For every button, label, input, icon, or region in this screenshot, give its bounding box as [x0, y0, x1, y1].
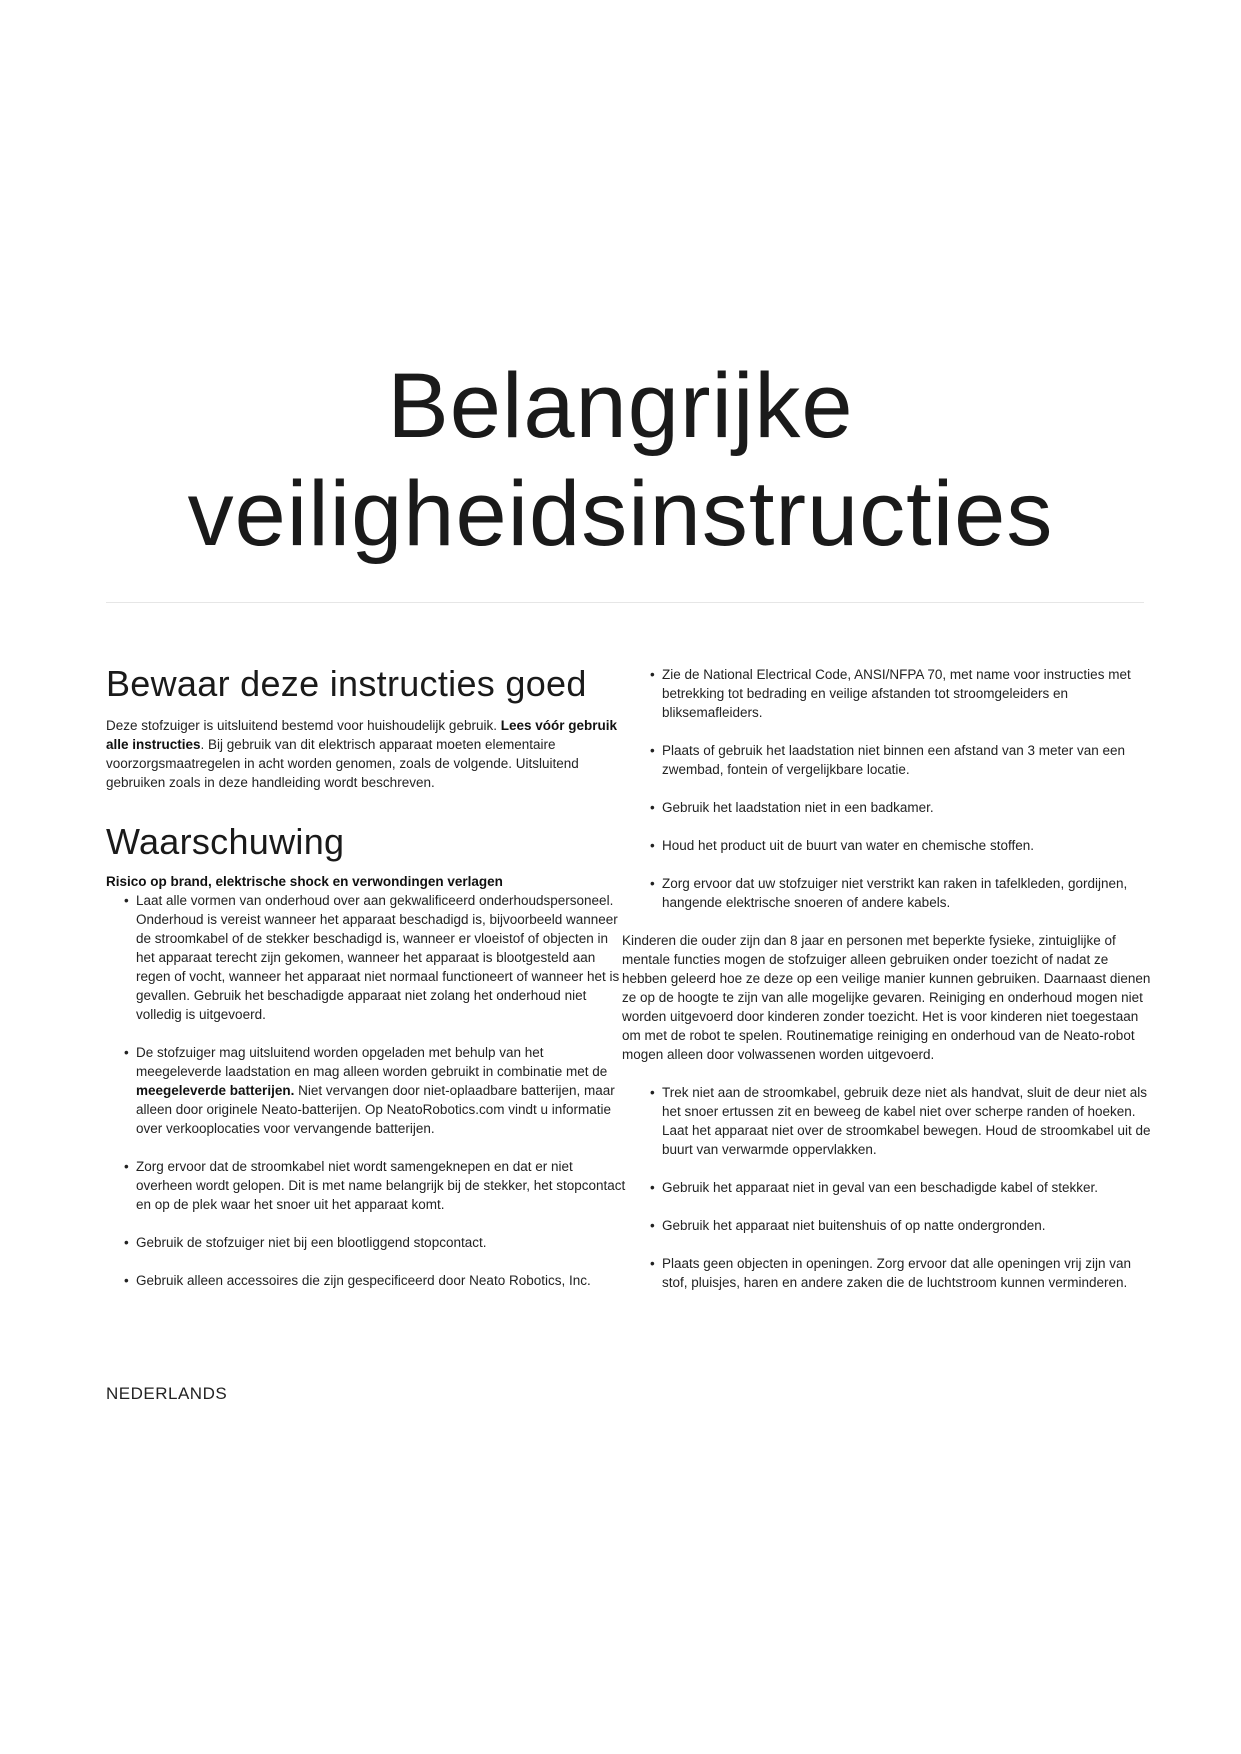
- list-item: • Trek niet aan de stroomkabel, gebruik deze niet als handvat, sluit de deur niet als het snoer ertussen zit en beweeg de kabel niet over scherpe randen of hoeken. Laat het apparaat niet over de stroomkabel bewegen. Houd de stroomkabel uit de buurt van verwarmde oppervlakken.: [650, 1083, 1156, 1159]
- safety-list-bottom: [636, 1083, 1156, 1292]
- section-heading-bewaar: Bewaar deze instructies goed: [106, 663, 587, 704]
- page-title-line-2: veiligheidsinstructies: [187, 463, 1054, 565]
- intro-text-2: . Bij gebruik van dit elektrisch apparaat moeten elementaire voorzorgsmaatregelen in acht worden genomen, zoals de volgende. Uitsluitend gebruiken zoals in deze handleiding wordt beschreven.: [106, 737, 579, 790]
- children-paragraph: Kinderen die ouder zijn dan 8 jaar en personen met beperkte fysieke, zintuiglijke of mentale functies mogen de stofzuiger alleen gebruiken onder toezicht of nadat ze hebben geleerd hoe ze deze op een veilige manier kunnen gebruiken. Daarnaast dienen ze op de hoogte te zijn van alle mogelijke gevaren. Reiniging en onderhoud mogen niet worden uitgevoerd door kinderen zonder toezicht. Het is voor kinderen niet toegestaan om met de robot te spelen. Routinematige reiniging en onderhoud van de Neato-robot mogen alleen door volwassenen worden uitgevoerd.: [622, 933, 1151, 1062]
- list-item: • Gebruik het apparaat niet in geval van een beschadigde kabel of stekker.: [650, 1178, 1156, 1197]
- language-label: NEDERLANDS: [106, 1384, 228, 1403]
- intro-text-1: Deze stofzuiger is uitsluitend bestemd voor huishoudelijk gebruik.: [106, 718, 501, 733]
- list-item: • Gebruik de stofzuiger niet bij een blootliggend stopcontact.: [124, 1233, 626, 1252]
- title-divider: [106, 602, 1144, 603]
- list-item-text: Niet vervangen door niet-oplaadbare batterijen, maar alleen door originele Neato-batterijen. Op NeatoRobotics.com vindt u informatie over verkooplocaties voor vervangende batterijen.: [136, 1083, 615, 1136]
- section-heading-waarschuwing: Waarschuwing: [106, 821, 345, 862]
- list-item: • Gebruik het apparaat niet buitenshuis of op natte ondergronden.: [650, 1216, 1156, 1235]
- page-title: [0, 352, 1241, 568]
- intro-paragraph: [106, 716, 626, 792]
- right-column: [622, 665, 1156, 1292]
- list-item: • Houd het product uit de buurt van water en chemische stoffen.: [650, 836, 1156, 855]
- list-item: • Zorg ervoor dat uw stofzuiger niet verstrikt kan raken in tafelkleden, gordijnen, hangende elektrische snoeren of andere kabels.: [650, 874, 1156, 912]
- list-item: • Laat alle vormen van onderhoud over aan gekwalificeerd onderhoudspersoneel. Onderhoud is vereist wanneer het apparaat beschadigd is, bijvoorbeeld wanneer de stroomkabel of de stekker beschadigd is, wanneer er vloeistof of objecten in het apparaat terecht zijn gekomen, wanneer het apparaat is blootgesteld aan regen of vocht, wanneer het apparaat niet normaal functioneert of wanneer het is gevallen. Gebruik het beschadigde apparaat niet zolang het onderhoud niet volledig is uitgevoerd.: [124, 891, 626, 1024]
- list-item: [124, 1043, 626, 1138]
- list-item-bold-text: meegeleverde batterijen.: [136, 1083, 295, 1098]
- intro-bold-text: Lees vóór gebruik alle instructies: [106, 718, 618, 752]
- list-item: • Plaats geen objecten in openingen. Zorg ervoor dat alle openingen vrij zijn van stof, pluisjes, haren en andere zaken die de luchtstroom kunnen verminderen.: [650, 1254, 1156, 1292]
- list-item: • Zie de National Electrical Code, ANSI/NFPA 70, met name voor instructies met betrekking tot bedrading en veilige afstanden tot stroomgeleiders en bliksemafleiders.: [650, 665, 1156, 722]
- list-item-text: De stofzuiger mag uitsluitend worden opgeladen met behulp van het meegeleverde laadstation en mag alleen worden gebruikt in combinatie met de: [136, 1045, 608, 1079]
- list-item: • Gebruik alleen accessoires die zijn gespecificeerd door Neato Robotics, Inc.: [124, 1271, 626, 1290]
- left-column: [106, 662, 626, 1290]
- warning-list: [106, 891, 626, 1290]
- list-item: • Gebruik het laadstation niet in een badkamer.: [650, 798, 1156, 817]
- warning-subheading: Risico op brand, elektrische shock en verwondingen verlagen: [106, 874, 503, 889]
- list-item: • Zorg ervoor dat de stroomkabel niet wordt samengeknepen en dat er niet overheen wordt gelopen. Dit is met name belangrijk bij de stekker, het stopcontact en op de plek waar het snoer uit het apparaat komt.: [124, 1157, 626, 1214]
- list-item: • Plaats of gebruik het laadstation niet binnen een afstand van 3 meter van een zwembad, fontein of vergelijkbare locatie.: [650, 741, 1156, 779]
- page-title-line-1: Belangrijke: [387, 355, 854, 457]
- safety-list-top: [636, 665, 1156, 912]
